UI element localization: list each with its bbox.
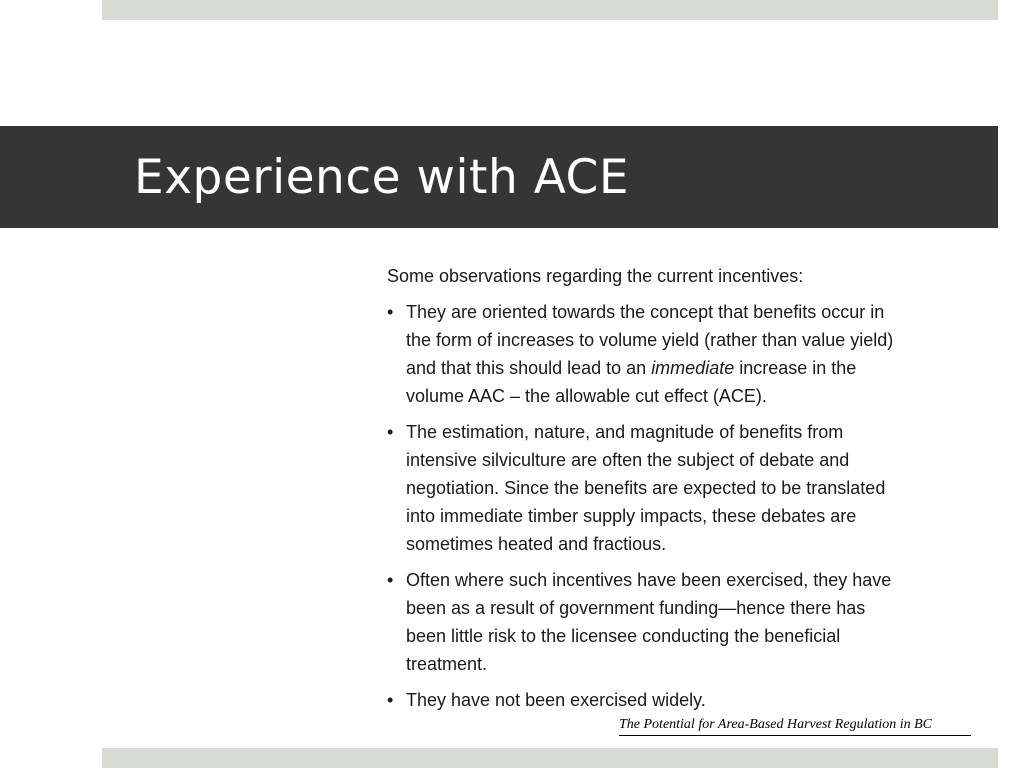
bullet-2-text: The estimation, nature, and magnitude of benefits from intensive silviculture are often the subject of debate and negotiation. Since the benefits are expected to be translated into immediate timber supply impacts, these debates are sometimes heated and fractious. xyxy=(406,422,886,554)
footer-source: The Potential for Area-Based Harvest Regulation in BC xyxy=(619,716,971,736)
slide-title: Experience with ACE xyxy=(134,150,630,205)
bullet-item-4 xyxy=(387,686,907,714)
top-decorative-bar xyxy=(102,0,998,20)
bullet-item-2 xyxy=(387,418,907,558)
bullet-item-3 xyxy=(387,566,907,678)
bullet-list xyxy=(387,298,907,714)
slide-body xyxy=(387,262,907,722)
bullet-item-1 xyxy=(387,298,907,410)
bullet-1-text-before: They are oriented towards the concept that benefits occur in the form of increases to volume yield (rather than value yield) and that this should lead to an xyxy=(406,302,894,378)
intro-text: Some observations regarding the current incentives: xyxy=(387,266,804,286)
bullet-icon: • xyxy=(387,422,394,442)
bullet-icon: • xyxy=(387,690,394,710)
bullet-3-text: Often where such incentives have been exercised, they have been as a result of government funding—hence there has been little risk to the licensee conducting the beneficial treatment. xyxy=(406,570,892,674)
bullet-1-emphasis: immediate xyxy=(651,358,735,378)
bottom-decorative-bar xyxy=(102,748,998,768)
bullet-1-text-after: increase in the volume AAC – the allowable cut effect (ACE). xyxy=(406,358,857,406)
bullet-icon: • xyxy=(387,302,394,322)
bullet-icon: • xyxy=(387,570,394,590)
bullet-4-text: They have not been exercised widely. xyxy=(406,690,706,710)
